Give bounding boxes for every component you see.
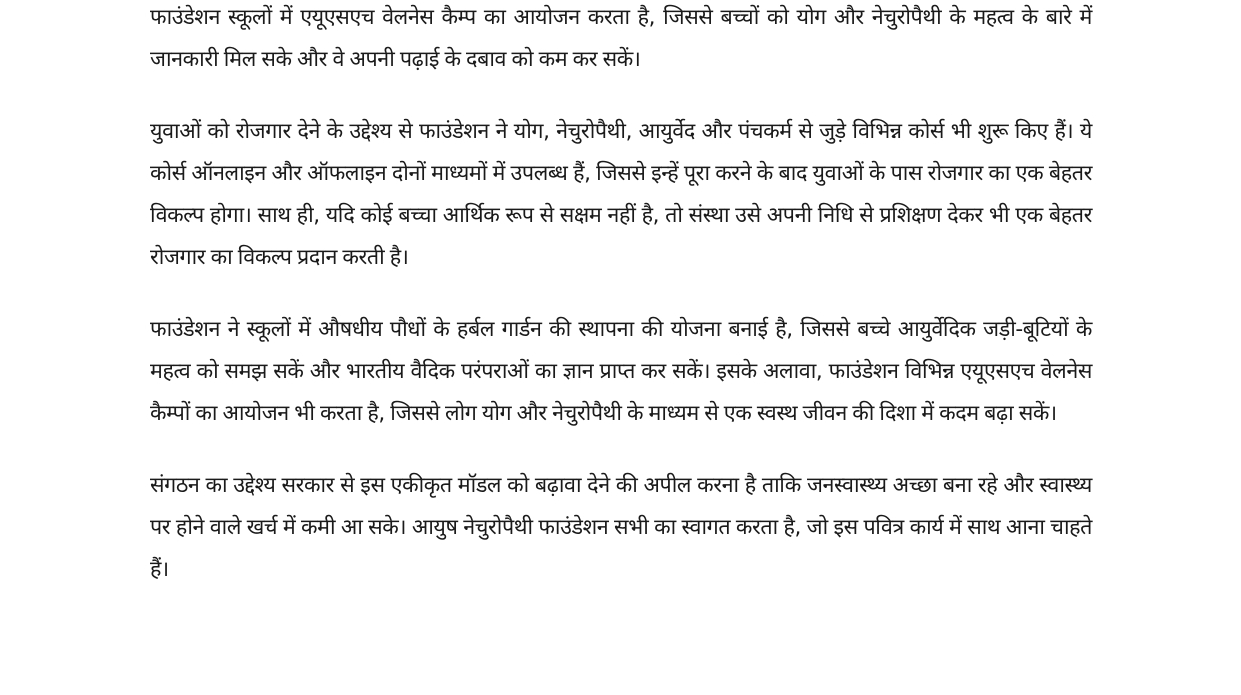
paragraph-wellness-camps-schools: फाउंडेशन स्कूलों में एयूएसएच वेलनेस कैम्प का आयोजन करता है, जिससे बच्चों को योग और नेचुरोपैथी के महत्व के बारे में जानकारी मिल सके और वे अपनी पढ़ाई के दबाव को कम कर सकें। bbox=[150, 5, 1092, 72]
article-body bbox=[150, 0, 1092, 591]
paragraph-employment-courses: युवाओं को रोजगार देने के उद्देश्य से फाउंडेशन ने योग, नेचुरोपैथी, आयुर्वेद और पंचकर्म से जुड़े विभिन्न कोर्स भी शुरू किए हैं। ये कोर्स ऑनलाइन और ऑफलाइन दोनों माध्यमों में उपलब्ध हैं, जिससे इन्हें पूरा करने के बाद युवाओं के पास रोजगार का एक बेहतर विकल्प होगा। साथ ही, यदि कोई बच्चा आर्थिक रूप से सक्षम नहीं है, तो संस्था उसे अपनी निधि से प्रशिक्षण देकर भी एक बेहतर रोजगार का विकल्प प्रदान करती है। bbox=[150, 119, 1092, 270]
paragraph-organization-goal: संगठन का उद्देश्य सरकार से इस एकीकृत मॉडल को बढ़ावा देने की अपील करना है ताकि जनस्वास्थ्य अच्छा बना रहे और स्वास्थ्य पर होने वाले खर्च में कमी आ सके। आयुष नेचुरोपैथी फाउंडेशन सभी का स्वागत करता है, जो इस पवित्र कार्य में साथ आना चाहते हैं। bbox=[150, 473, 1092, 582]
paragraph-herbal-garden: फाउंडेशन ने स्कूलों में औषधीय पौधों के हर्बल गार्डन की स्थापना की योजना बनाई है, जिससे बच्चे आयुर्वेदिक जड़ी-बूटियों के महत्व को समझ सकें और भारतीय वैदिक परंपराओं का ज्ञान प्राप्त कर सकें। इसके अलावा, फाउंडेशन विभिन्न एयूएसएच वेलनेस कैम्पों का आयोजन भी करता है, जिससे लोग योग और नेचुरोपैथी के माध्यम से एक स्वस्थ जीवन की दिशा में कदम बढ़ा सकें। bbox=[150, 317, 1092, 426]
